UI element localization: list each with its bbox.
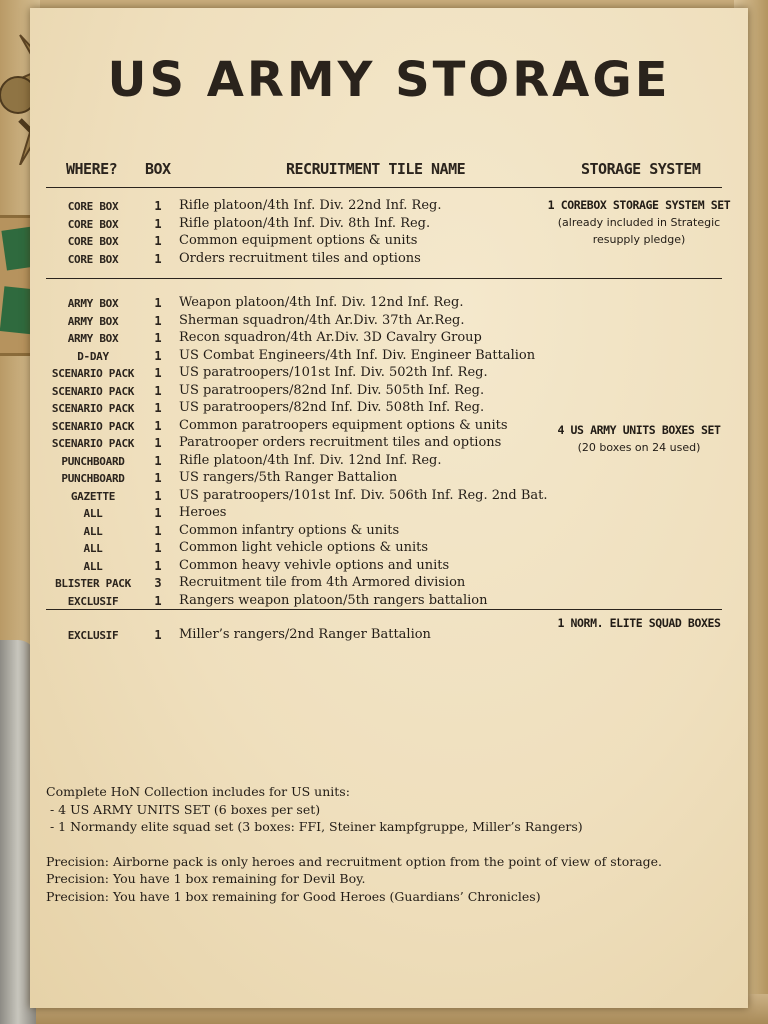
divider [46,187,722,188]
tile-name-cell: Rifle platoon/4th Inf. Div. 22nd Inf. Reg. [179,198,442,213]
where-cell: SCENARIO PACK [51,419,135,433]
storage-elite-squad [542,615,736,632]
table-row [30,383,748,401]
box-count-cell: 1 [154,348,162,363]
header-box: BOX [145,160,171,178]
storage-sheet [30,8,748,1008]
box-count-cell: 1 [154,436,162,450]
table-row [30,295,748,313]
where-cell: EXCLUSIF [67,594,119,608]
tile-name-cell: Paratrooper orders recruitment tiles and options [179,435,502,450]
tile-name-cell: Heroes [179,505,227,520]
note-line: - 1 Normandy elite squad set (3 boxes: FFI, Steiner kampfgruppe, Miller’s Rangers) [46,819,583,834]
tile-name-cell: US paratroopers/101st Inf. Div. 506th Inf. Reg. 2nd Bat. [179,487,548,503]
where-cell: ALL [83,507,103,520]
precision-line: Precision: You have 1 box remaining for Good Heroes (Guardians’ Chronicles) [46,888,541,904]
storage-title: 1 COREBOX STORAGE SYSTEM SET [547,198,731,212]
where-cell: ARMY BOX [67,314,119,328]
box-count-cell: 1 [154,383,162,398]
note-line: - 4 US ARMY UNITS SET (6 boxes per set) [46,801,321,817]
tile-name-cell: Rangers weapon platoon/5th rangers battalion [179,592,488,608]
tile-name-cell: Common equipment options & units [179,233,418,248]
table-row [30,558,748,576]
tile-name-cell: US Combat Engineers/4th Inf. Div. Engineer Battalion [179,347,536,363]
tile-name-cell: Rifle platoon/4th Inf. Div. 12nd Inf. Reg. [179,452,442,468]
divider [46,278,722,279]
box-count-cell: 1 [154,471,162,485]
box-count-cell: 1 [154,418,162,433]
table-row [30,488,748,506]
box-count-cell: 1 [154,401,162,415]
box-count-cell: 1 [154,251,162,266]
box-count-cell: 1 [154,296,162,310]
where-cell: SCENARIO PACK [51,402,135,415]
where-cell: CORE BOX [67,235,119,248]
where-cell: ALL [83,559,103,573]
where-cell: PUNCHBOARD [61,454,125,468]
header-storage-system: STORAGE SYSTEM [581,160,701,178]
box-count-cell: 1 [154,558,162,573]
tile-name-cell: Common light vehicle options & units [179,540,428,555]
tile-name-cell: Weapon platoon/4th Inf. Div. 12nd Inf. Reg. [179,295,464,310]
box-count-cell: 1 [154,313,162,328]
table-row [30,593,748,611]
table-row [30,575,748,593]
tile-name-cell: US paratroopers/82nd Inf. Div. 505th Inf. Reg. [179,382,485,398]
tile-name-cell: Common heavy vehivle options and units [179,557,450,573]
box-count-cell: 1 [154,216,162,231]
storage-army-units [542,422,736,456]
tile-name-cell: US paratroopers/101st Inf. Div. 502th Inf. Reg. [179,365,488,380]
table-row [30,251,748,269]
storage-note: (20 boxes on 24 used) [577,441,701,454]
box-count-cell: 1 [154,593,162,608]
precision-line: Precision: You have 1 box remaining for Devil Boy. [46,871,366,886]
tile-name-cell: Recon squadron/4th Ar.Div. 3D Cavalry Group [179,330,482,345]
tile-name-cell: Common paratroopers equipment options & units [179,417,508,433]
box-count-cell: 1 [154,523,162,538]
divider [46,609,722,610]
table-row [30,365,748,383]
table-row [30,470,748,488]
where-cell: GAZETTE [70,489,116,503]
page-title: US ARMY STORAGE [107,52,671,108]
box-count-cell: 1 [154,488,162,503]
table-row [30,348,748,366]
table-row [30,400,748,418]
where-cell: EXCLUSIF [67,629,119,642]
storage-note: (already included in Strategic resupply pledge) [557,216,721,246]
header-tile-name: RECRUITMENT TILE NAME [286,160,466,178]
table-row [30,313,748,331]
where-cell: CORE BOX [67,200,119,213]
where-cell: CORE BOX [67,252,119,266]
where-cell: SCENARIO PACK [51,437,135,450]
table-row [30,540,748,558]
table-row [30,523,748,541]
where-cell: ARMY BOX [67,332,119,345]
box-count-cell: 1 [154,628,162,642]
where-cell: ALL [83,524,103,538]
background-side-text [736,110,766,410]
tile-name-cell: Sherman squadron/4th Ar.Div. 37th Ar.Reg. [179,312,465,328]
precision-line: Precision: Airborne pack is only heroes and recruitment option from the point of view of storage. [46,853,663,869]
storage-title: 4 US ARMY UNITS BOXES SET [557,423,721,437]
storage-core-box [542,197,736,248]
collection-notes [46,783,726,905]
box-count-cell: 1 [154,453,162,468]
where-cell: ARMY BOX [67,297,119,310]
box-count-cell: 1 [154,234,162,248]
storage-title: 1 NORM. ELITE SQUAD BOXES [557,616,721,630]
tile-name-cell: US paratroopers/82nd Inf. Div. 508th Inf. Reg. [179,400,485,415]
tile-name-cell: Common infantry options & units [179,522,400,538]
tile-name-cell: Rifle platoon/4th Inf. Div. 8th Inf. Reg. [179,215,431,231]
box-count-cell: 3 [154,576,162,590]
box-count-cell: 1 [154,506,162,520]
box-count-cell: 1 [154,366,162,380]
where-cell: SCENARIO PACK [51,384,135,398]
box-count-cell: 1 [154,541,162,555]
where-cell: BLISTER PACK [55,577,131,590]
tile-name-cell: US rangers/5th Ranger Battalion [179,470,398,485]
box-count-cell: 1 [154,331,162,345]
tile-name-cell: Miller’s rangers/2nd Ranger Battalion [179,627,431,642]
tile-name-cell: Orders recruitment tiles and options [179,250,421,266]
where-cell: PUNCHBOARD [61,472,125,485]
note-line: Complete HoN Collection includes for US units: [46,784,350,799]
where-cell: D-DAY [77,349,109,363]
where-cell: CORE BOX [67,217,119,231]
header-where: WHERE? [66,160,118,178]
where-cell: SCENARIO PACK [51,367,135,380]
table-row [30,330,748,348]
table-row [30,505,748,523]
box-count-cell: 1 [154,199,162,213]
tile-name-cell: Recruitment tile from 4th Armored division [179,575,466,590]
where-cell: ALL [83,542,103,555]
